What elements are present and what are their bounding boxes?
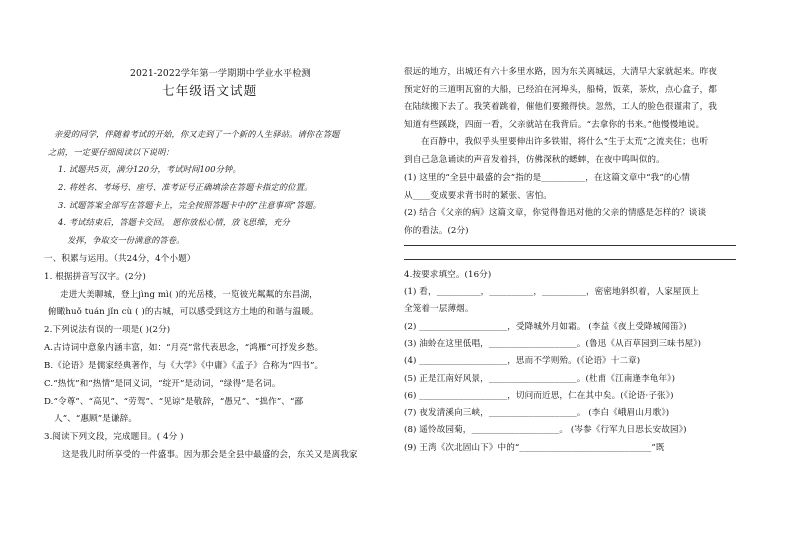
question-4-9: (9) 王湾《次北固山下》中的“______________________________”既 [404, 443, 665, 453]
passage-line: 到自己急急诵读的声音发着抖，仿佛深秋的蟋蟀，在夜中鸣叫似的。 [404, 155, 665, 165]
question-4-1-line: 全笼着一层薄烟。 [404, 304, 474, 314]
option-b: B.《论语》是儒家经典著作，与《大学》《中庸》《孟子》合称为“四书”。 [44, 361, 324, 371]
question-4-4: (4) ____________________，思而不学则殆。(《论语》十二章) [404, 356, 641, 366]
question-3-2: (2) 结合《父亲的病》这篇文章，你觉得鲁迅对他的父亲的情感是怎样的？谈谈 [404, 208, 707, 218]
notice-line: 发挥，争取交一份满意的答卷。 [67, 235, 185, 245]
question-1-line: 俯瞰huǒ tuán jǐn cù ( )的古城，可以感受到这方土地的和谐与温暖。 [48, 307, 319, 317]
question-4-7: (7) 夜发清溪向三峡，____________________。 (李白《峨眉山月歌》) [404, 408, 670, 418]
passage-line: 在百静中，我似乎头里要伸出许多铁钳，将什么“生于太荒”之流夹住；也听 [421, 137, 709, 147]
passage-line: 知道有些蹊跷，四面一看，父亲就站在我背后。“去拿你的书来。”他慢慢地说。 [404, 120, 705, 130]
question-4-6: (6) ____________________，切问而近思，仁在其中矣。(《论语·子张》) [404, 391, 674, 401]
option-d-continued: 人”、“惠顾”是谦辞。 [54, 414, 138, 424]
page-title: 七年级语文试题 [162, 83, 258, 98]
question-2: 2.下列说法有误的一项是( )(2分) [44, 325, 171, 335]
question-4-8: (8) 遥怜故园菊，____________________。 (岑参《行军九日思长安故园》) [404, 425, 687, 435]
question-3-1-line: 从____变成要求背书时的紧张、害怕。 [404, 191, 552, 201]
passage-line: 这是我儿时所享受的一件盛事。因为那会是全县中最盛的会，东关又是离我家 [62, 450, 358, 460]
question-3: 3.阅读下列文段，完成题目。( 4分 ) [44, 432, 184, 442]
question-4-1: (1) 看，__________，__________，__________，密密地斜织着，人家屋顶上 [404, 287, 700, 297]
passage-line: 预定好的三道明瓦窗的大船，已经泊在河埠头，船椅，饭菜，茶炊，点心盒子，都 [404, 85, 717, 95]
passage-line: 很远的地方，出城还有六十多里水路，因为东关离城远，大清早大家就起来。昨夜 [404, 67, 717, 77]
option-c: C.“热忱”和“热情”是同义词，“绽开”是动词，“绿得”是名词。 [44, 379, 281, 389]
option-d: D.“令尊”、“高见”、“劳驾”、“见谅”是敬辞，“愚兄”、“拙作”、“鄙 [44, 397, 304, 407]
exam-heading: 2021-2022学年第一学期期中学业水平检测 [130, 68, 311, 79]
notice-line: 2. 将姓名、考场号、座号、准考证号正确填涂在答题卡指定的位置。 [58, 182, 313, 192]
section-heading: 一、积累与运用。（共24分，4个小题） [44, 254, 196, 264]
notice-line: 之前，一定要仔细阅读以下说明： [48, 147, 174, 157]
question-4-5: (5) 正是江南好风景，____________________。(杜甫《江南逢李龟年》) [404, 374, 676, 384]
question-1-line: 走进大美聊城，登上jìng mì( )的光岳楼，一览彼光粼粼的东昌湖， [60, 290, 318, 300]
question-1: 1. 根据拼音写汉字。(2分) [44, 272, 146, 282]
notice-line: 3. 试题答案全部写在答题卡上，完全按照答题卡中的“注意事项”答题。 [58, 200, 322, 210]
question-4-3: (3) 油蛉在这里低唱，____________________。(鲁迅《从百草园到三味书屋》) [404, 339, 702, 349]
question-4: 4.按要求填空。(16分) [404, 270, 492, 280]
notice-line: 4. 考试结束后，答题卡交回。 愿你放松心情，放飞思维，充分 [58, 217, 290, 227]
answer-line [404, 245, 736, 246]
notice-line: 亲爱的同学，伴随着考试的开始，你又走到了一个新的人生驿站。请你在答题 [54, 129, 340, 139]
question-3-1: (1) 这里的“全县中最盛的会”指的是__________，在这篇文章中“我”的心情 [404, 173, 690, 183]
answer-line [404, 259, 736, 260]
notice-line: 1. 试题共5页，满分120分，考试时间100分钟。 [58, 164, 241, 174]
passage-line: 在陆续搬下去了。我笑着跳着，催他们要搬得快。忽然，工人的脸色很谨肃了，我 [404, 102, 717, 112]
option-a: A.古诗词中意象内涵丰富，如：“月亮”常代表思念，“鸿雁”可抒发乡愁。 [44, 343, 324, 353]
question-4-2: (2) ____________________，受降城外月如霜。 (李益《夜上受降城闻笛》) [404, 322, 687, 332]
question-3-2-line: 你的看法。(2分) [404, 226, 469, 236]
